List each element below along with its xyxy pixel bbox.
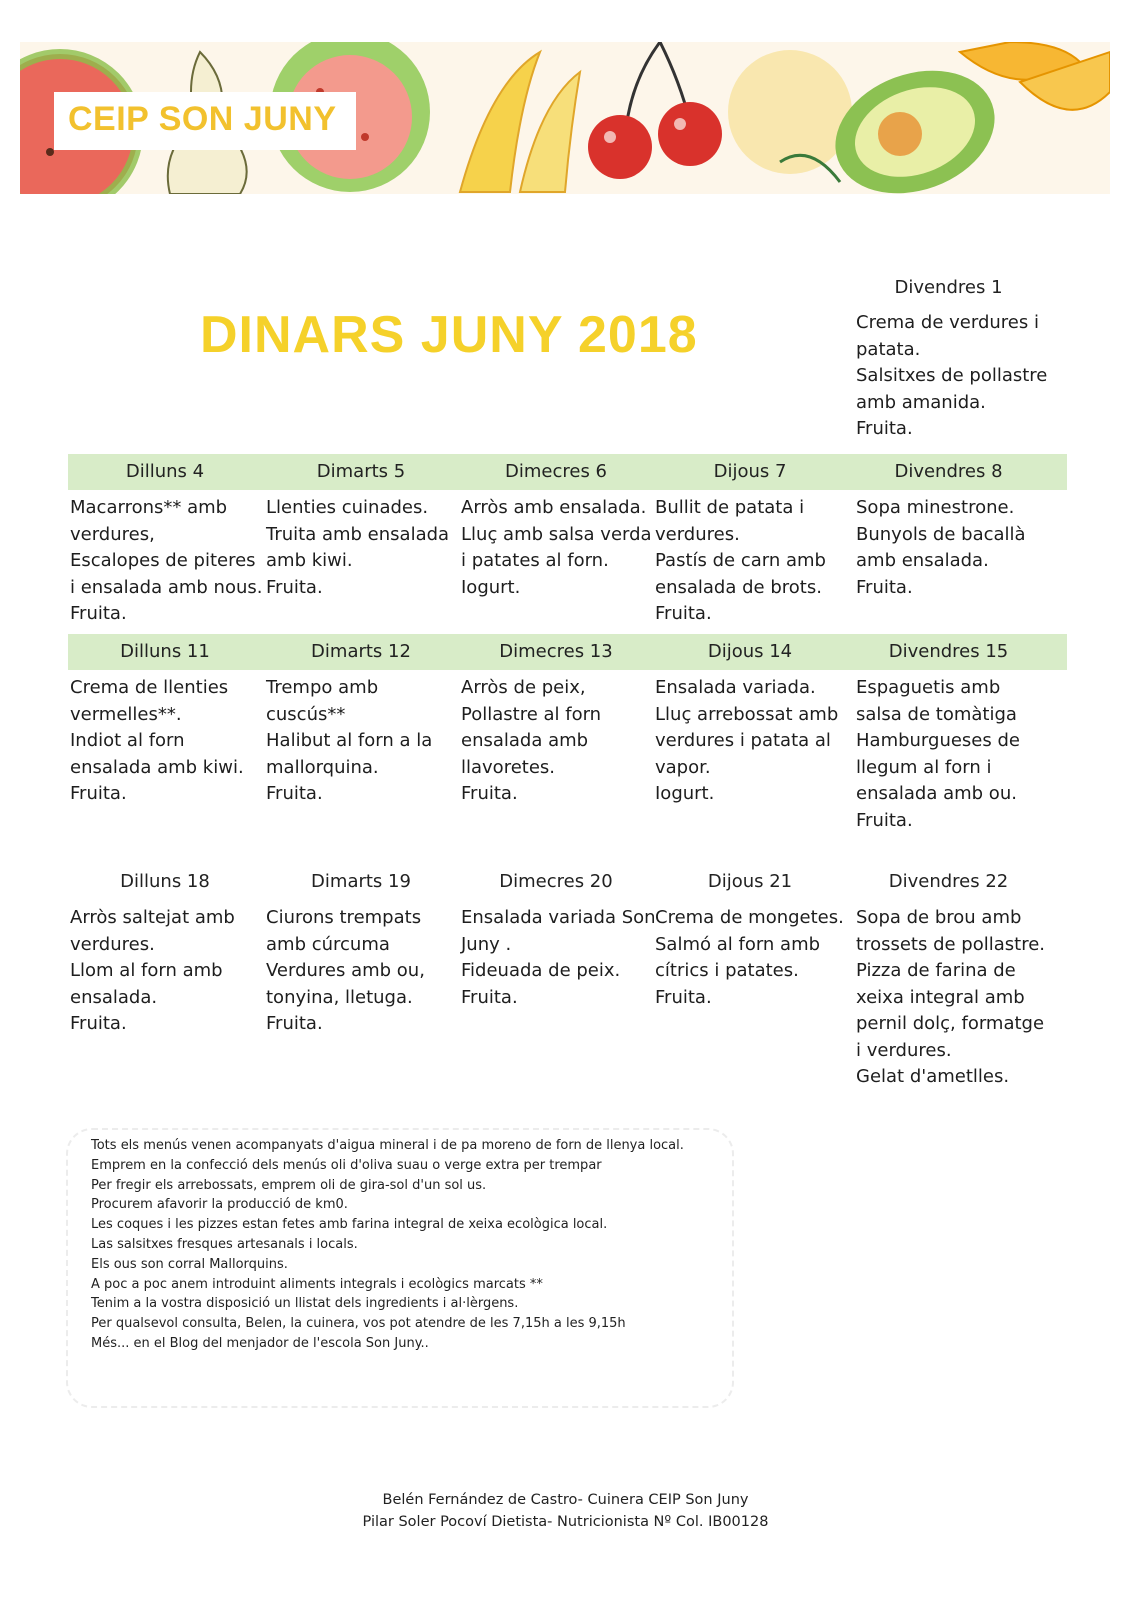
menu-line: trossets de pollastre. [856,933,1045,955]
menu-line: Fruita. [655,603,712,624]
menu-line: Fruita. [461,783,518,804]
menu-line: verdures. [655,523,740,545]
menu-line: verdures. [70,933,155,955]
day-heading: Dijous 14 [707,641,793,662]
note-line: Tots els menús venen acompanyats d'aigua mineral i de pa moreno de forn de llenya local. [91,1138,684,1153]
banner [20,42,1110,194]
menu-line: vermelles**. [70,703,182,725]
day-menu [856,905,1056,1091]
day-menu [70,905,260,1038]
menu-line: ensalada de brots. [655,576,822,598]
menu-line: Fruita. [266,1013,323,1034]
menu-line: salsa de tomàtiga [856,703,1017,725]
menu-line: Bunyols de bacallà [856,523,1026,545]
day-menu [655,495,850,628]
day-menu [70,495,263,628]
menu-line: mallorquina. [266,756,379,778]
menu-line: Iogurt. [461,576,521,598]
menu-line: Fruita. [655,986,712,1008]
menu-line: Arròs amb ensalada. [461,497,647,518]
day-menu [70,675,260,808]
day-menu [461,495,651,601]
menu-line: Salsitxes de pollastre [856,365,1048,386]
menu-line: Pizza de farina de [856,960,1016,981]
menu-line: Ensalada variada. [655,677,816,698]
note-line: Emprem en la confecció dels menús oli d'oliva suau o verge extra per trempar [91,1157,602,1173]
day-heading: Dilluns 18 [120,871,210,892]
day-menu [655,675,850,808]
menu-line: Indiot al forn [70,730,185,751]
menu-line: Pastís de carn amb [655,550,826,571]
menu-line: Crema de llenties [70,677,229,698]
day-heading: Dijous 7 [713,461,787,482]
menu-line: Fideuada de peix. [461,960,621,981]
school-name-box [54,92,356,150]
menu-line: verdures, [70,523,155,545]
day-heading: Dimecres 6 [505,461,607,482]
menu-line: ensalada. [70,986,158,1008]
day-menu [461,675,651,808]
menu-line: i verdures. [856,1039,952,1061]
menu-line: Fruita. [70,603,127,624]
note-line: Tenim a la vostra disposició un llistat dels ingredients i al·lèrgens. [91,1296,519,1312]
menu-line: Ensalada variada Son [461,907,656,928]
note-line: Per qualsevol consulta, Belen, la cuinera, vos pot atendre de les 7,15h a les 9,15h [91,1316,626,1332]
menu-line: Salmó al forn amb [655,933,821,955]
menu-line: ensalada amb kiwi. [70,756,244,778]
menu-line: Macarrons** amb [70,497,228,518]
menu-line: Iogurt. [655,783,715,804]
menu-line: Trempo amb [266,677,379,698]
day-heading: Dimarts 12 [311,641,411,662]
menu-line: Llenties cuinades. [266,497,429,518]
menu-line: i ensalada amb nous. [70,576,263,598]
menu-line: Arròs de peix, [461,677,586,698]
day-heading: Divendres 1 [894,277,1003,298]
day-heading: Dilluns 11 [120,641,210,662]
menu-line: Fruita. [70,783,127,804]
menu-line: Escalopes de piteres [70,550,256,571]
note-line: Las salsitxes fresques artesanals i locals. [91,1236,358,1252]
note-line: Les coques i les pizzes estan fetes amb farina integral de xeixa ecològica local. [91,1217,608,1233]
day-menu [266,495,456,601]
menu-line: Hamburgueses de [856,730,1020,751]
menu-line: ensalada amb ou. [856,783,1017,804]
menu-line: Verdures amb ou, [266,960,425,981]
footer-dietitian: Pilar Soler Pocoví Dietista- Nutricionista Nº Col. IB00128 [362,1514,769,1530]
menu-line: Llom al forn amb [70,960,223,981]
menu-line: llavoretes. [461,756,556,778]
day-menu [856,310,1056,443]
note-line: Per fregir els arrebossats, emprem oli de gira-sol d'un sol us. [91,1177,487,1193]
menu-line: Fruita. [266,576,323,598]
day-heading: Dilluns 4 [125,461,205,482]
day-heading: Dimarts 19 [311,871,411,892]
menu-line: Halibut al forn a la [266,730,433,751]
menu-line: i patates al forn. [461,550,609,571]
menu-line: Juny . [461,933,512,955]
day-heading: Dimecres 20 [499,871,613,892]
note-line: A poc a poc anem introduint aliments integrals i ecològics marcats ** [91,1276,543,1292]
menu-line: Fruita. [461,986,518,1008]
day-heading: Divendres 15 [888,641,1009,662]
menu-line: Truita amb ensalada [266,523,450,545]
menu-line: Ciurons trempats [266,907,422,928]
menu-line: Fruita. [266,783,323,804]
menu-line: Arròs saltejat amb [70,907,235,928]
note-line: Procurem afavorir la producció de km0. [91,1197,348,1213]
day-menu [461,905,656,1011]
menu-line: Lluç arrebossat amb [655,703,839,725]
menu-line: Fruita. [856,418,913,439]
day-heading: Dijous 21 [707,871,793,892]
day-menu [856,675,1056,834]
note-line: Els ous son corral Mallorquins. [91,1256,288,1272]
menu-line: patata. [856,338,921,360]
menu-line: amb kiwi. [266,550,353,571]
menu-line: Gelat d'ametlles. [856,1066,1010,1087]
menu-line: Sopa minestrone. [856,497,1015,518]
notes-list [91,1136,684,1354]
footer-cook: Belén Fernández de Castro- Cuinera CEIP Son Juny [382,1492,749,1508]
menu-line: Lluç amb salsa verda [461,523,652,545]
menu-line: verdures i patata al [655,730,831,751]
menu-line: Crema de mongetes. [655,907,844,928]
menu-line: cítrics i patates. [655,960,799,981]
note-line: Més... en el Blog del menjador de l'escola Son Juny.. [91,1335,429,1351]
menu-line: amb cúrcuma [266,933,390,955]
menu-line: Crema de verdures i [856,312,1039,333]
menu-line: tonyina, lletuga. [266,986,413,1008]
day-menu [266,675,456,808]
menu-line: vapor. [655,756,711,778]
menu-line: Bullit de patata i [655,497,805,518]
school-name: CEIP SON JUNY [68,100,337,138]
menu-line: Sopa de brou amb [856,907,1022,928]
page-title: DINARS JUNY 2018 [200,306,698,364]
menu-line: Espaguetis amb [856,677,1001,698]
menu-line: pernil dolç, formatge [856,1013,1045,1034]
day-heading: Divendres 8 [894,461,1003,482]
menu-line: xeixa integral amb [856,986,1025,1008]
menu-line: ensalada amb [461,730,589,751]
day-menu [856,495,1056,601]
menu-line: amb amanida. [856,391,986,413]
menu-line: Fruita. [70,1013,127,1034]
day-menu [655,905,850,1011]
day-menu [266,905,456,1038]
menu-line: Fruita. [856,809,913,831]
menu-line: Pollastre al forn [461,703,602,725]
day-heading: Divendres 22 [888,871,1009,892]
menu-line: cuscús** [266,703,346,725]
menu-line: Fruita. [856,576,913,598]
menu-line: llegum al forn i [856,756,992,778]
day-heading: Dimarts 5 [316,461,406,482]
day-heading: Dimecres 13 [499,641,613,662]
menu-line: amb ensalada. [856,550,989,571]
